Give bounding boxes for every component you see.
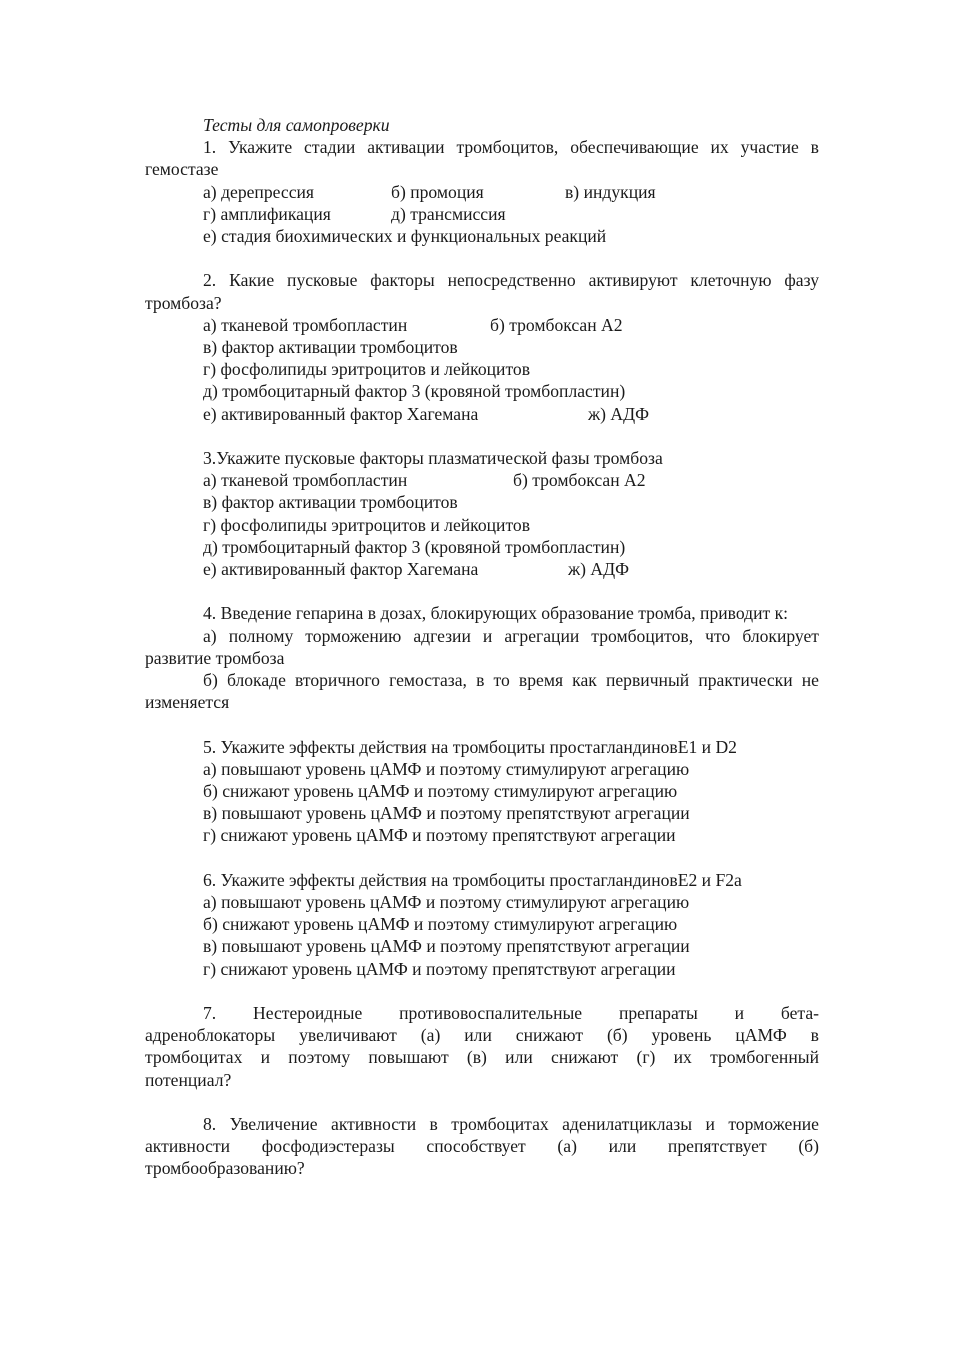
question-8-line: активности фосфодиэстеразы способствует (а) или препятствует (б) [145,1136,819,1157]
question-6-option-c: в) повышают уровень цАМФ и поэтому препятствуют агрегации [203,936,690,957]
question-2-option-a: а) тканевой тромбопластин [203,314,408,335]
question-6-option-d: г) снижают уровень цАМФ и поэтому препятствуют агрегации [203,958,676,979]
question-3-option-b: б) тромбоксан А2 [513,470,646,491]
question-5-option-d: г) снижают уровень цАМФ и поэтому препятствуют агрегации [203,825,676,846]
question-8-line: тромбообразованию? [145,1158,305,1179]
question-3-option-e: д) тромбоцитарный фактор 3 (кровяной тромбопластин) [203,536,626,557]
question-2-option-c: в) фактор активации тромбоцитов [203,336,458,357]
question-2-option-d: г) фосфолипиды эритроцитов и лейкоцитов [203,359,531,380]
question-1-options-row-1 [203,181,819,203]
question-7-line: тромбоцитах и поэтому повышают (в) или снижают (г) их тромбогенный [145,1047,819,1068]
question-5-text: 5. Укажите эффекты действия на тромбоциты простагландиновE1 и D2 [203,736,737,757]
question-2-option-e: д) тромбоцитарный фактор 3 (кровяной тромбопластин) [203,381,626,402]
question-2-options-row-1 [203,314,819,336]
question-8-text [145,1113,819,1180]
question-3-option-f: е) активированный фактор Хагемана [203,558,479,579]
question-6-option-a: а) повышают уровень цАМФ и поэтому стимулируют агрегацию [203,891,690,912]
question-2-option-f: е) активированный фактор Хагемана [203,403,479,424]
question-4-text: 4. Введение гепарина в дозах, блокирующих образование тромба, приводит к: [203,603,789,624]
question-3-option-g: ж) АДФ [568,558,630,579]
question-5-option-b: б) снижают уровень цАМФ и поэтому стимулируют агрегацию [203,780,678,801]
question-2-option-b: б) тромбоксан А2 [490,314,623,335]
question-1-option-a: а) дерепрессия [203,181,315,202]
question-4-option-b: б) блокаде вторичного гемостаза, в то время как первичный практически не изменяется [145,669,819,713]
question-5-option-a: а) повышают уровень цАМФ и поэтому стимулируют агрегацию [203,758,690,779]
document-page [145,114,819,1180]
question-1-option-b: б) промоция [391,181,484,202]
question-7-line: адреноблокаторы увеличивают (а) или снижают (б) уровень цАМФ в [145,1025,819,1046]
question-8-line: 8. Увеличение активности в тромбоцитах аденилатциклазы и торможение [203,1113,819,1134]
question-1-option-d: г) амплификация [203,203,331,224]
question-6-text: 6. Укажите эффекты действия на тромбоциты простагландиновE2 и F2a [203,869,742,890]
question-7-text [145,1002,819,1091]
question-2-text: 2. Какие пусковые факторы непосредственно активируют клеточную фазу тромбоза? [145,270,819,313]
question-3-text: 3.Укажите пусковые факторы плазматической фазы тромбоза [203,447,663,468]
question-2-options-row-2 [203,403,819,425]
question-3-option-c: в) фактор активации тромбоцитов [203,492,458,513]
question-1-text: 1. Укажите стадии активации тромбоцитов, обеспечивающие их участие в гемостазе [145,137,819,180]
question-4-option-a: а) полному торможению адгезии и агрегации тромбоцитов, что блокирует развитие тромбоза [145,625,819,668]
question-6-option-b: б) снижают уровень цАМФ и поэтому стимулируют агрегацию [203,914,678,935]
question-1-options-row-2 [203,203,819,225]
question-1-option-f: е) стадия биохимических и функциональных реакций [203,225,607,246]
question-1-option-c: в) индукция [565,181,656,202]
section-title: Тесты для самопроверки [203,115,390,135]
question-3-option-d: г) фосфолипиды эритроцитов и лейкоцитов [203,514,531,535]
question-2-option-g: ж) АДФ [588,403,650,424]
question-7-line: 7. Нестероидные противовоспалительные препараты и бета- [203,1002,819,1023]
question-3-options-row-2 [203,558,819,580]
question-3-option-a: а) тканевой тромбопластин [203,470,408,491]
question-7-line: потенциал? [145,1069,232,1090]
question-5-option-c: в) повышают уровень цАМФ и поэтому препятствуют агрегации [203,803,690,824]
question-1-option-e: д) трансмиссия [391,203,506,224]
question-3-options-row-1 [203,469,819,491]
